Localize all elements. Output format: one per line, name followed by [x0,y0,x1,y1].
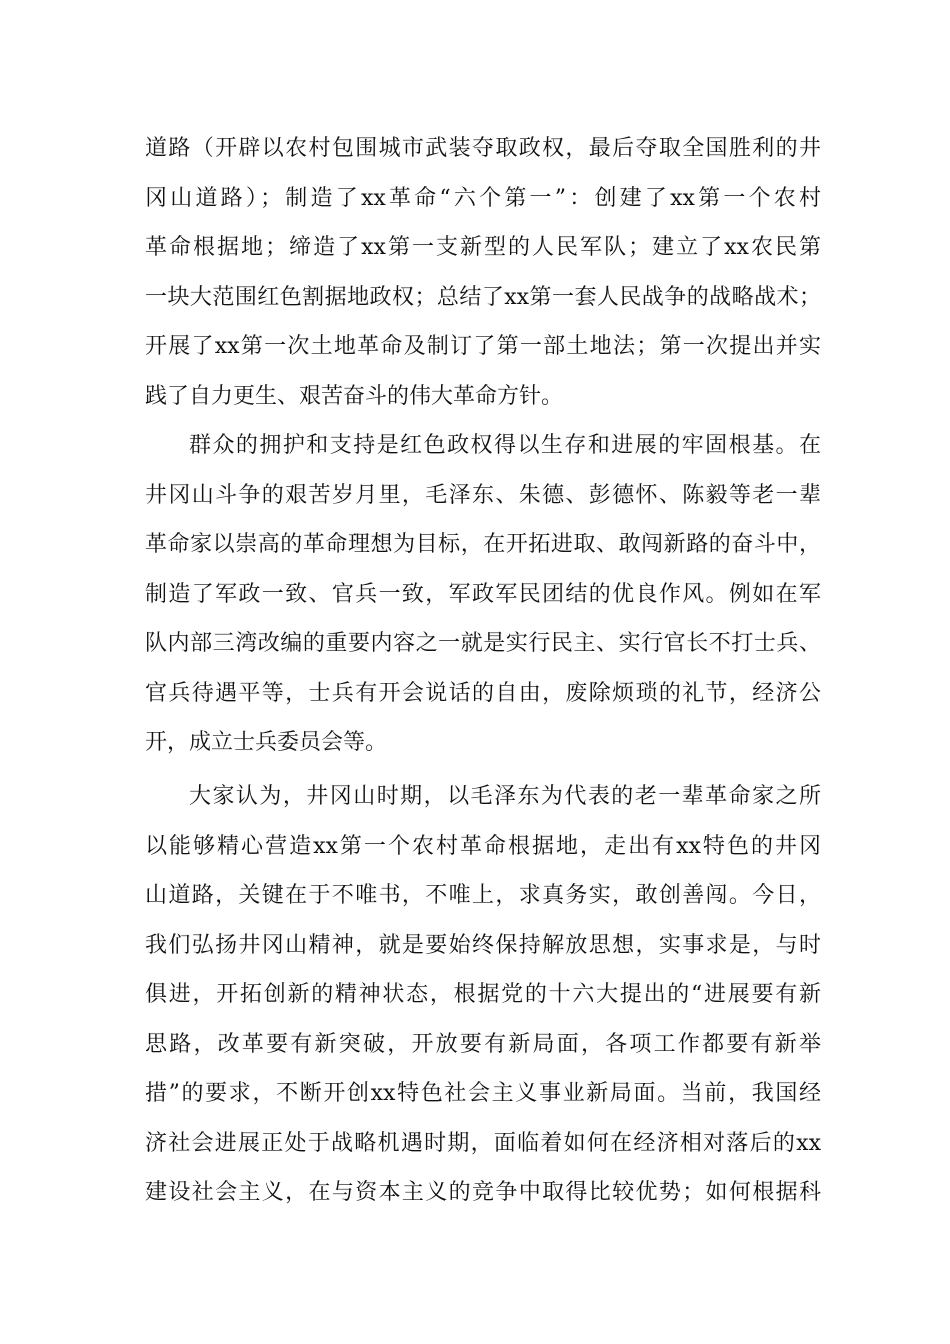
paragraph-1-line-5: 开展了xx第一次土地革命及制订了第一部土地法；第一次提出并实 [145,334,821,359]
paragraph-1-line-1: 道路（开辟以农村包围城市武装夺取政权，最后夺取全国胜利的井 [145,136,821,161]
paragraph-2-line-6: 官兵待遇平等，士兵有开会说话的自由，废除烦琐的礼节，经济公 [145,680,821,706]
paragraph-2-line-7: 开，成立士兵委员会等。 [145,730,388,755]
paragraph-3-line-2: 以能够精心营造xx第一个农村革命根据地，走出有xx特色的井冈 [145,833,821,859]
paragraph-2-line-2: 井冈山斗争的艰苦岁月里，毛泽东、朱德、彭德怀、陈毅等老一辈 [145,482,821,508]
paragraph-3-line-1: 大家认为，井冈山时期，以毛泽东为代表的老一辈革命家之所 [189,784,821,809]
paragraph-3-line-9: 建设社会主义，在与资本主义的竞争中取得比较优势；如何根据科 [145,1180,821,1205]
paragraph-3-line-6: 思路，改革要有新突破，开放要有新局面，各项工作都要有新举 [145,1031,821,1057]
paragraph-2-line-3: 革命家以崇高的革命理想为目标，在开拓进取、敢闯新路的奋斗中， [145,532,821,557]
paragraph-3-line-5: 俱进，开拓创新的精神状态，根据党的十六大提出的“进展要有新 [145,982,821,1007]
paragraph-3-line-4: 我们弘扬井冈山精神，就是要始终保持解放思想，实事求是，与时 [145,932,821,958]
paragraph-2-line-4: 制造了军政一致、官兵一致，军政军民团结的优良作风。例如在军 [145,581,821,607]
paragraph-3-line-3: 山道路，关键在于不唯书，不唯上，求真务实，敢创善闯。今日， [145,883,821,908]
paragraph-2 [145,421,821,768]
paragraph-1-line-3: 革命根据地；缔造了xx第一支新型的人民军队；建立了xx农民第 [145,235,821,260]
paragraph-3-line-7: 措”的要求，不断开创xx特色社会主义事业新局面。当前，我国经 [145,1081,821,1106]
paragraph-2-line-5: 队内部三湾改编的重要内容之一就是实行民主、实行官长不打士兵、 [145,631,821,656]
paragraph-1 [145,124,821,421]
paragraph-2-line-1: 群众的拥护和支持是红色政权得以生存和进展的牢固根基。在 [189,433,821,458]
paragraph-3 [145,772,821,1218]
paragraph-3-line-8: 济社会进展正处于战略机遇时期，面临着如何在经济相对落后的xx [145,1130,821,1156]
paragraph-1-line-4: 一块大范围红色割据地政权；总结了xx第一套人民战争的战略战术； [145,284,821,310]
paragraph-1-line-6: 践了自力更生、艰苦奋斗的伟大革命方针。 [145,383,564,409]
paragraph-1-line-2: 冈山道路）；制造了xx革命“六个第一”：创建了xx第一个农村 [145,185,821,211]
